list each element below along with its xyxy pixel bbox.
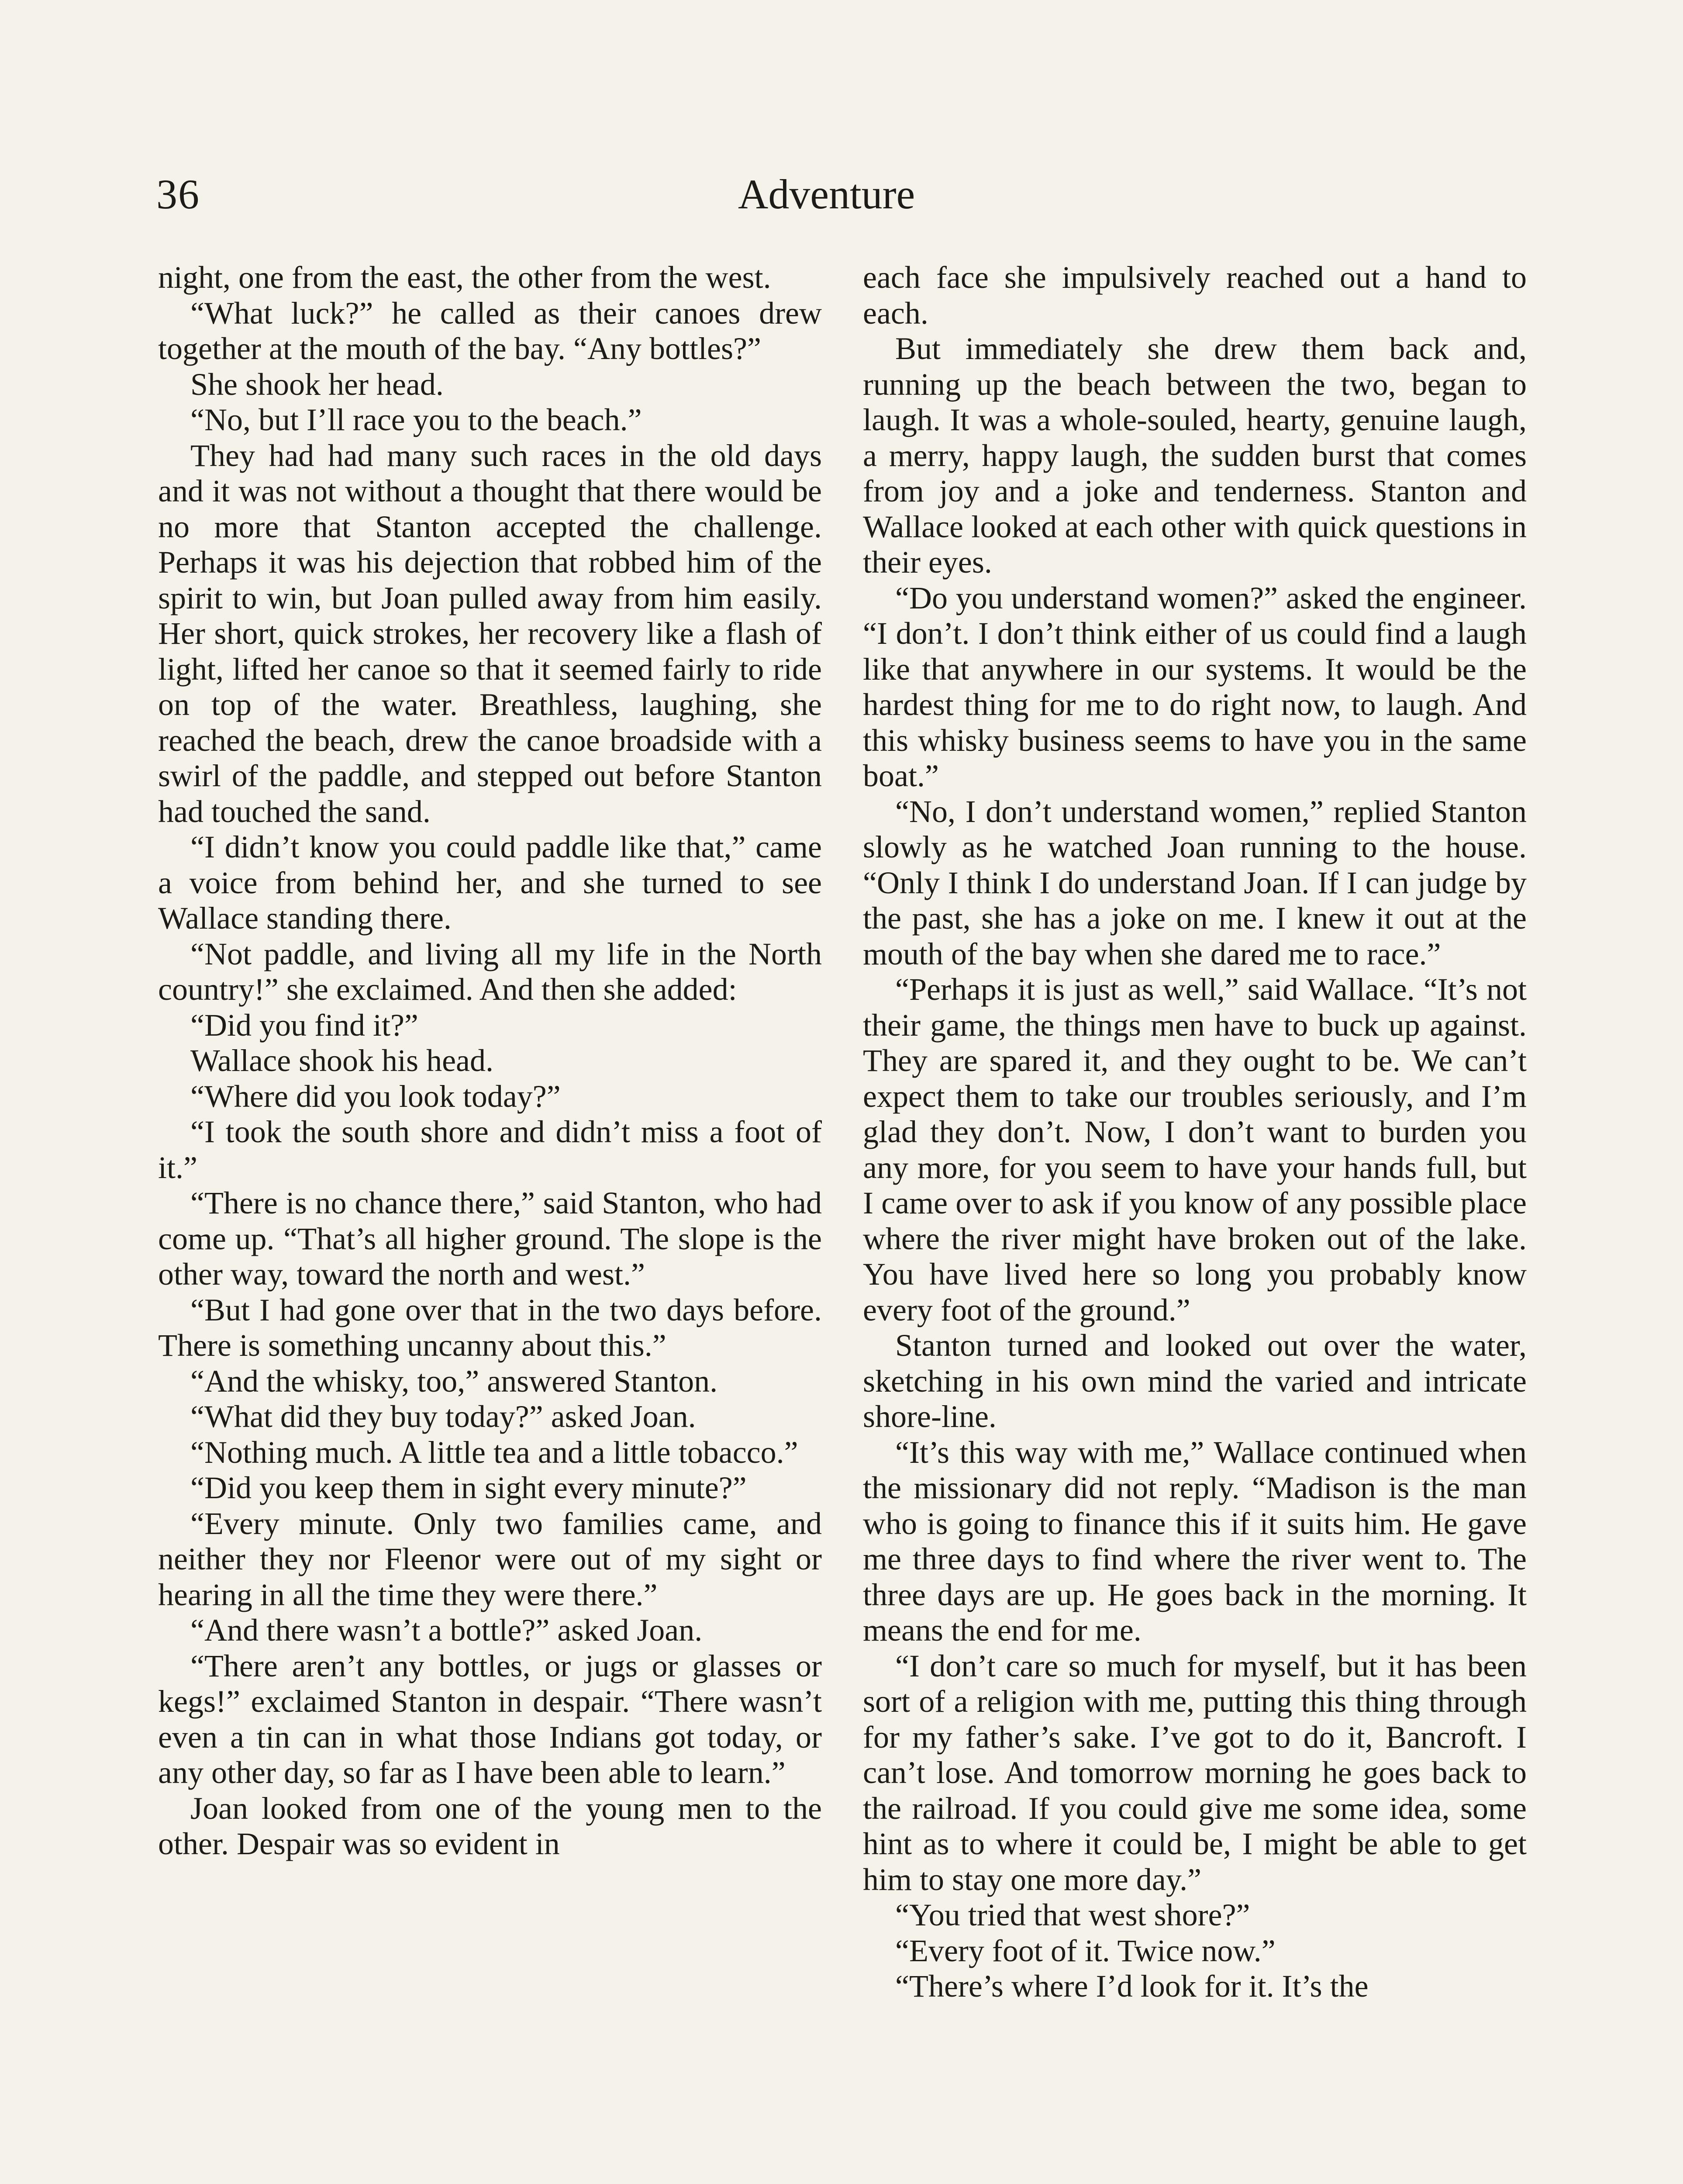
paragraph: “Nothing much. A little tea and a little tobacco.” <box>190 1434 798 1470</box>
paragraph: “Where did you look today?” <box>190 1078 561 1114</box>
paragraph: “What did they buy today?” asked Joan. <box>190 1399 696 1434</box>
page-header <box>0 168 1683 221</box>
paragraph: “There is no chance there,” said Stanton, who had come up. “That’s all higher ground. The slope is the other way, toward the north and west.” <box>158 1185 822 1292</box>
paragraph: They had had many such races in the old days and it was not without a thought that there would be no more that Stanton accepted the challenge. Perhaps it was his dejection that robbed him of the spirit to win, but Joan pulled away from him easily. Her short, quick strokes, her recovery like a flash of light, lifted her canoe so that it seemed fairly to ride on top of the water. Breathless, laughing, she reached the beach, drew the canoe broadside with a swirl of the paddle, and stepped out before Stanton had touched the sand. <box>158 438 822 829</box>
paragraph: “There’s where I’d look for it. It’s the <box>895 1969 1369 2004</box>
right-column <box>863 260 1527 2004</box>
running-title: Adventure <box>738 171 915 218</box>
paragraph: “And the whisky, too,” answered Stanton. <box>190 1363 718 1399</box>
paragraph: “Did you find it?” <box>190 1007 418 1043</box>
paragraph: But immediately she drew them back and, running up the beach between the two, began to laugh. It was a whole-souled, hearty, genuine laugh, a merry, happy laugh, the sudden burst that comes from joy and a joke and tenderness. Stanton and Wallace looked at each other with quick questions in their eyes. <box>863 331 1527 580</box>
page-number: 36 <box>156 171 200 218</box>
paragraph: “What luck?” he called as their canoes drew together at the mouth of the bay. “Any bottles?” <box>158 295 822 366</box>
paragraph: “Every foot of it. Twice now.” <box>895 1933 1276 1968</box>
paragraph: “Did you keep them in sight every minute?” <box>190 1470 747 1505</box>
paragraph: “I took the south shore and didn’t miss a foot of it.” <box>158 1114 822 1185</box>
paragraph: “You tried that west shore?” <box>895 1897 1250 1932</box>
paragraph: “There aren’t any bottles, or jugs or glasses or kegs!” exclaimed Stanton in despair. “There wasn’t even a tin can in what those Indians got today, or any other day, so far as I have been able to learn.” <box>158 1648 822 1790</box>
paragraph: “It’s this way with me,” Wallace continued when the missionary did not reply. “Madison is the man who is going to finance this if it suits him. He gave me three days to find where the river went to. The three days are up. He goes back in the morning. It means the end for me. <box>863 1434 1527 1648</box>
paragraph: “Perhaps it is just as well,” said Wallace. “It’s not their game, the things men have to buck up against. They are spared it, and they ought to be. We can’t expect them to take our troubles seriously, and I’m glad they don’t. Now, I don’t want to burden you any more, for you seem to have your hands full, but I came over to ask if you know of any possible place where the river might have broken out of the lake. You have lived here so long you probably know every foot of the ground.” <box>863 972 1527 1327</box>
paragraph: Wallace shook his head. <box>190 1043 493 1078</box>
paragraph: “Not paddle, and living all my life in the North country!” she exclaimed. And then she added: <box>158 936 822 1007</box>
paragraph: each face she impulsively reached out a hand to each. <box>863 260 1527 331</box>
left-column <box>158 260 822 1862</box>
paragraph: “And there wasn’t a bottle?” asked Joan. <box>190 1613 703 1648</box>
paragraph: “Every minute. Only two families came, and neither they nor Fleenor were out of my sight or hearing in all the time they were there.” <box>158 1506 822 1612</box>
paragraph: Stanton turned and looked out over the water, sketching in his own mind the varied and intricate shore-line. <box>863 1328 1527 1434</box>
paragraph: Joan looked from one of the young men to the other. Despair was so evident in <box>158 1790 822 1861</box>
paragraph: “Do you understand women?” asked the engineer. “I don’t. I don’t think either of us could find a laugh like that anywhere in our systems. It would be the hardest thing for me to do right now, to laugh. And this whisky business seems to have you in the same boat.” <box>863 580 1527 793</box>
paragraph: “I don’t care so much for myself, but it has been sort of a religion with me, putting this thing through for my father’s sake. I’ve got to do it, Bancroft. I can’t lose. And tomorrow morning he goes back to the railroad. If you could give me some idea, some hint as to where it could be, I might be able to get him to stay one more day.” <box>863 1648 1527 1897</box>
paragraph: “But I had gone over that in the two days before. There is something uncanny about this.” <box>158 1292 822 1363</box>
paragraph: “No, I don’t understand women,” replied Stanton slowly as he watched Joan running to the house. “Only I think I do understand Joan. If I can judge by the past, she has a joke on me. I knew it out at the mouth of the bay when she dared me to race.” <box>863 794 1527 971</box>
paragraph: “I didn’t know you could paddle like that,” came a voice from behind her, and she turned to see Wallace standing there. <box>158 829 822 936</box>
paragraph: “No, but I’ll race you to the beach.” <box>190 402 642 437</box>
paragraph: night, one from the east, the other from the west. <box>158 260 771 295</box>
paragraph: She shook her head. <box>190 366 444 402</box>
